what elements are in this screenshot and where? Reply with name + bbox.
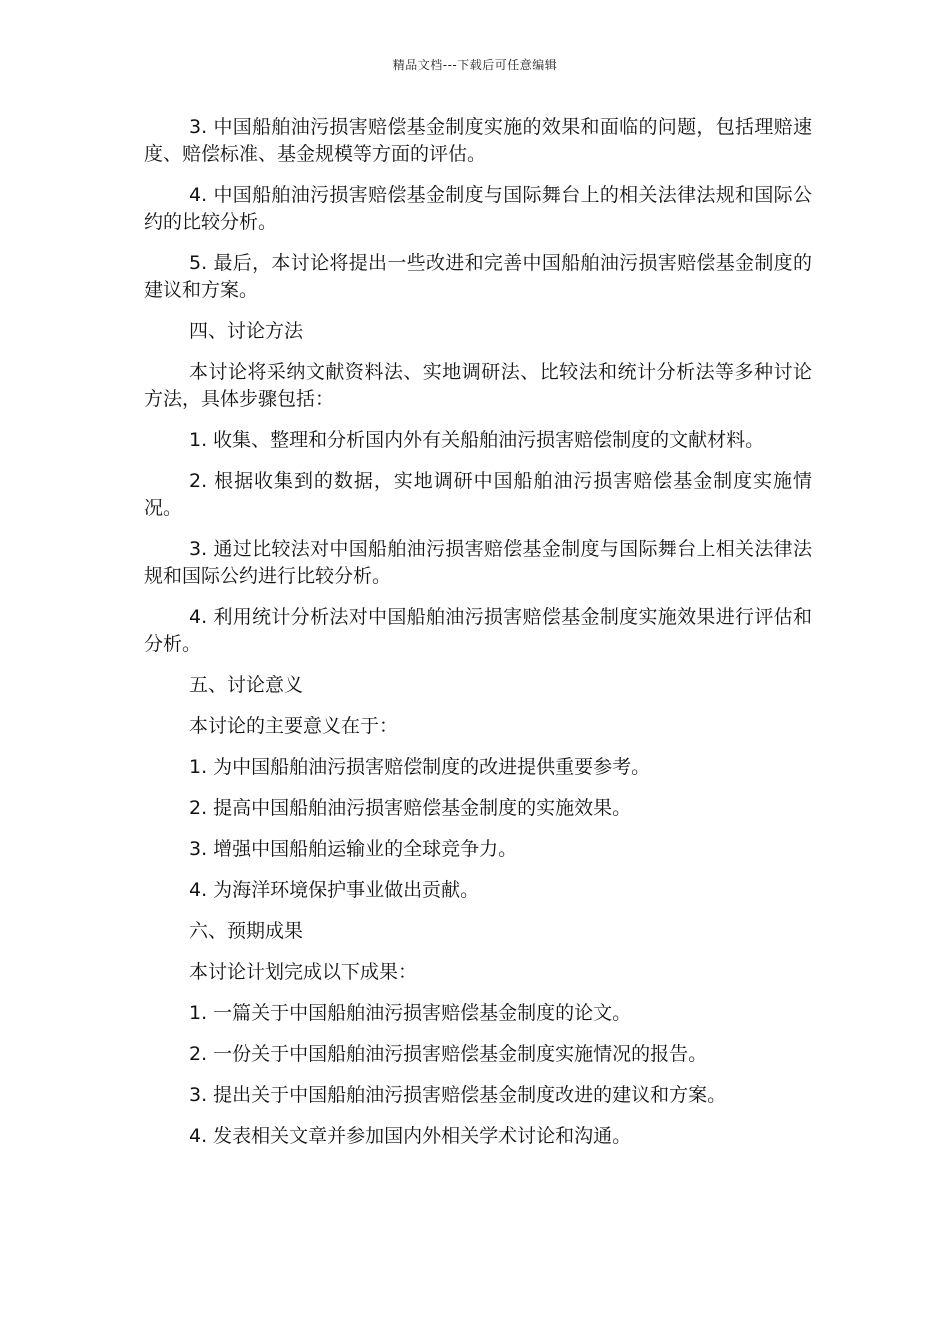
paragraph-item-3: 3. 中国船舶油污损害赔偿基金制度实施的效果和面临的问题，包括理赔速度、赔偿标准、基金规模等方面的评估。 (144, 116, 812, 165)
paragraph-significance-1: 1. 为中国船舶油污损害赔偿制度的改进提供重要参考。 (189, 756, 651, 778)
paragraph-significance-intro: 本讨论的主要意义在于： (189, 715, 399, 737)
paragraph-method-step-3: 3. 通过比较法对中国船舶油污损害赔偿基金制度与国际舞台上相关法律法规和国际公约进行比较分析。 (144, 538, 812, 587)
page-header: 精品文档---下载后可任意编辑 (392, 58, 558, 72)
paragraph-outcome-1: 1. 一篇关于中国船舶油污损害赔偿基金制度的论文。 (189, 1002, 632, 1024)
paragraph-outcomes-intro: 本讨论计划完成以下成果： (189, 961, 418, 983)
paragraph-method-step-4: 4. 利用统计分析法对中国船舶油污损害赔偿基金制度实施效果进行评估和分析。 (144, 606, 812, 655)
section-heading-outcomes: 六、预期成果 (189, 920, 304, 942)
paragraph-significance-3: 3. 增强中国船舶运输业的全球竞争力。 (189, 838, 518, 860)
paragraph-outcome-3: 3. 提出关于中国船舶油污损害赔偿基金制度改进的建议和方案。 (189, 1084, 727, 1106)
paragraph-method-step-2: 2. 根据收集到的数据，实地调研中国船舶油污损害赔偿基金制度实施情况。 (144, 470, 812, 519)
paragraph-significance-2: 2. 提高中国船舶油污损害赔偿基金制度的实施效果。 (189, 797, 632, 819)
paragraph-methods-intro: 本讨论将采纳文献资料法、实地调研法、比较法和统计分析法等多种讨论方法，具体步骤包括： (144, 361, 812, 410)
paragraph-significance-4: 4. 为海洋环境保护事业做出贡献。 (189, 879, 480, 901)
paragraph-outcome-2: 2. 一份关于中国船舶油污损害赔偿基金制度实施情况的报告。 (189, 1043, 708, 1065)
document-body (144, 114, 812, 1164)
paragraph-item-4: 4. 中国船舶油污损害赔偿基金制度与国际舞台上的相关法律法规和国际公约的比较分析。 (144, 184, 812, 233)
section-heading-significance: 五、讨论意义 (189, 674, 304, 696)
paragraph-item-5: 5. 最后，本讨论将提出一些改进和完善中国船舶油污损害赔偿基金制度的建议和方案。 (144, 252, 812, 301)
paragraph-method-step-1: 1. 收集、整理和分析国内外有关船舶油污损害赔偿制度的文献材料。 (189, 429, 765, 451)
section-heading-methods: 四、讨论方法 (189, 320, 304, 342)
paragraph-outcome-4: 4. 发表相关文章并参加国内外相关学术讨论和沟通。 (189, 1125, 632, 1147)
